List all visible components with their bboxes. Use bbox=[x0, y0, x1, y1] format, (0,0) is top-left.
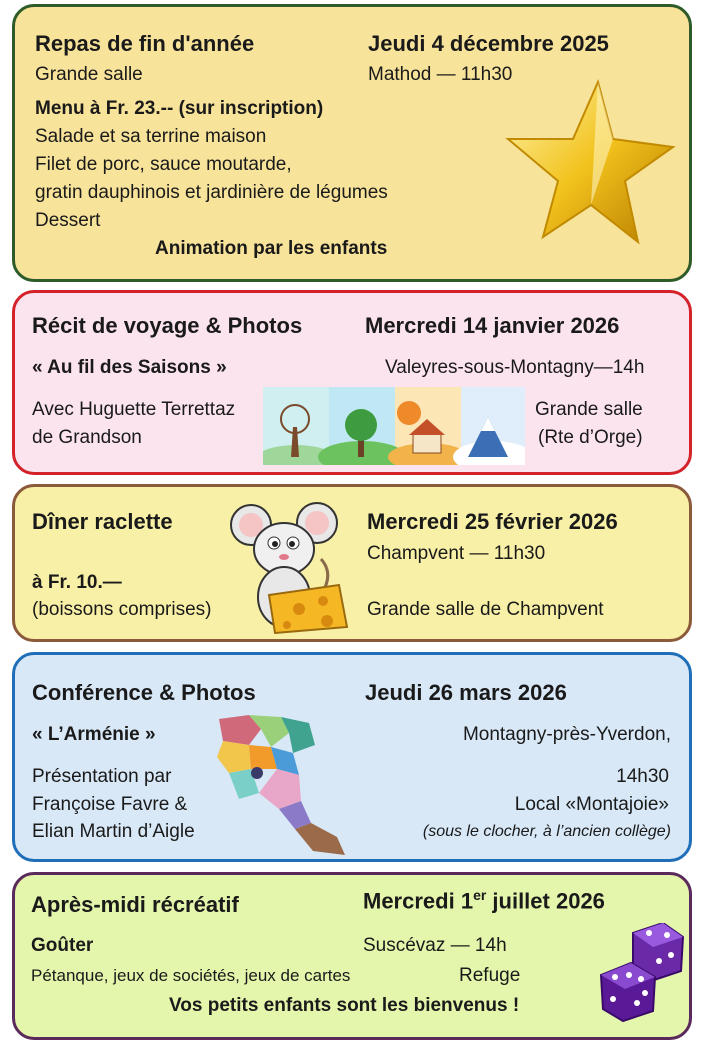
star-icon bbox=[503, 77, 678, 257]
event-title: Dîner raclette bbox=[32, 509, 173, 534]
event-date: Mercredi 14 janvier 2026 bbox=[365, 313, 620, 338]
event-title: Conférence & Photos bbox=[32, 680, 256, 705]
dice-icon bbox=[597, 923, 689, 1023]
menu-item: gratin dauphinois et jardinière de légumes bbox=[35, 182, 388, 203]
presenter-line: Avec Huguette Terrettaz bbox=[32, 399, 236, 420]
presenter-line: Elian Martin d’Aigle bbox=[32, 821, 195, 842]
event-subtitle: « Au fil des Saisons » bbox=[32, 357, 227, 378]
event-card-year-end-meal bbox=[12, 4, 692, 282]
event-footer: Vos petits enfants sont les bienvenus ! bbox=[169, 995, 520, 1016]
event-time: 14h30 bbox=[616, 766, 669, 787]
event-date: Mercredi 1er juillet 2026 bbox=[363, 887, 605, 914]
event-venue: Refuge bbox=[459, 965, 521, 986]
presenter-line: Présentation par bbox=[32, 766, 172, 787]
event-subtitle: « L’Arménie » bbox=[32, 724, 156, 745]
event-card-recreational-afternoon bbox=[12, 872, 692, 1040]
presenter-line: Françoise Favre & bbox=[32, 794, 188, 815]
event-venue-note: (sous le clocher, à l’ancien collège) bbox=[422, 823, 671, 840]
event-place-time: Mathod — 11h30 bbox=[368, 64, 513, 85]
event-date: Mercredi 25 février 2026 bbox=[367, 509, 618, 534]
event-title: Après-midi récréatif bbox=[31, 892, 239, 917]
event-title: Récit de voyage & Photos bbox=[32, 313, 303, 338]
event-title: Repas de fin d'année bbox=[35, 31, 255, 56]
event-activities: Pétanque, jeux de sociétés, jeux de cartes bbox=[31, 966, 351, 985]
event-date: Jeudi 4 décembre 2025 bbox=[368, 31, 609, 56]
event-card-travel-story bbox=[12, 290, 692, 475]
event-venue: Grande salle de Champvent bbox=[367, 599, 604, 620]
menu-item: Filet de porc, sauce moutarde, bbox=[35, 154, 292, 175]
seasons-landscape-icon bbox=[263, 387, 525, 465]
menu-item: Dessert bbox=[35, 210, 101, 231]
mouse-with-cheese-icon bbox=[229, 499, 359, 634]
event-venue: Grande salle bbox=[35, 64, 143, 85]
event-card-armenia-conference bbox=[12, 652, 692, 862]
event-price: à Fr. 10.— bbox=[32, 572, 122, 593]
event-price-note: (boissons comprises) bbox=[32, 599, 212, 620]
event-subtitle: Goûter bbox=[31, 935, 94, 956]
presenter-line: de Grandson bbox=[32, 427, 142, 448]
menu-heading: Menu à Fr. 23.-- (sur inscription) bbox=[35, 98, 324, 119]
venue-line: Grande salle bbox=[535, 399, 643, 420]
event-place-time: Valeyres-sous-Montagny—14h bbox=[385, 357, 645, 378]
armenia-map-icon bbox=[209, 711, 359, 859]
event-card-raclette-dinner bbox=[12, 484, 692, 642]
event-place-time: Champvent — 11h30 bbox=[367, 543, 546, 564]
event-footer: Animation par les enfants bbox=[155, 238, 388, 259]
event-place-time: Suscévaz — 14h bbox=[363, 935, 507, 956]
event-date: Jeudi 26 mars 2026 bbox=[365, 680, 567, 705]
menu-item: Salade et sa terrine maison bbox=[35, 126, 267, 147]
event-venue: Local «Montajoie» bbox=[514, 794, 669, 815]
event-place: Montagny-près-Yverdon, bbox=[462, 724, 671, 745]
venue-line: (Rte d’Orge) bbox=[538, 427, 643, 448]
